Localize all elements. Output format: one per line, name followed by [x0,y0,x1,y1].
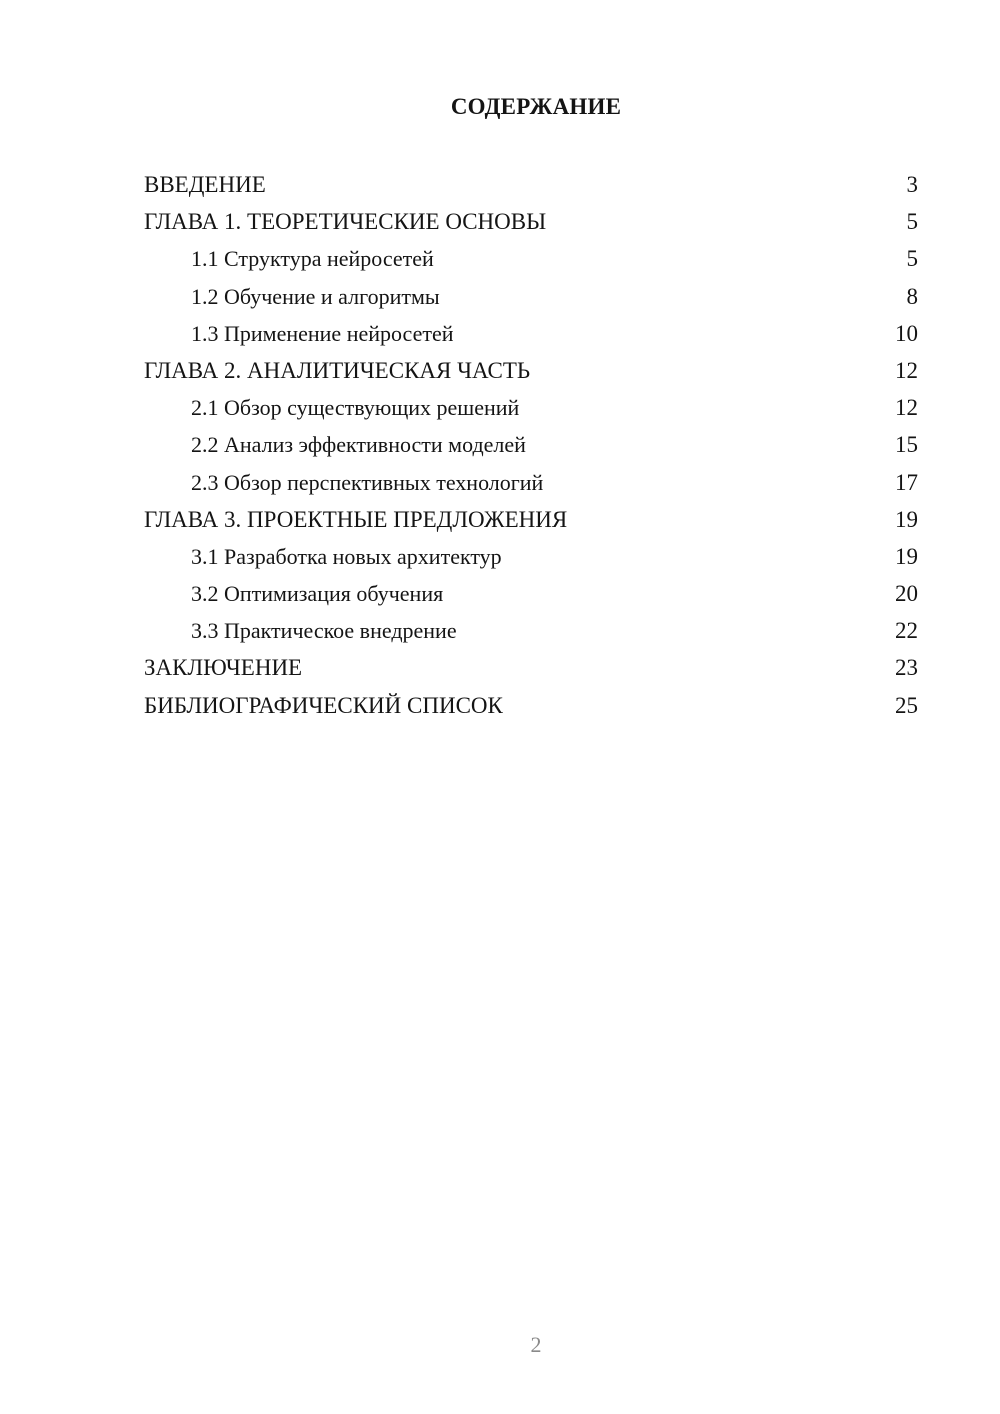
toc-entry-section-1-2[interactable] [144,278,918,315]
toc-entry-page: 5 [906,209,918,235]
toc-entry-page: 3 [906,172,918,197]
toc-entry-page: 19 [895,543,918,569]
toc-entry-page: 25 [895,692,918,718]
toc-entry-page: 12 [895,395,918,421]
toc-entry-label: ГЛАВА 3. ПРОЕКТНЫЕ ПРЕДЛОЖЕНИЯ [144,506,568,532]
toc-entry-label: 2.2 Анализ эффективности моделей [191,432,526,458]
toc-entry-page: 20 [895,581,918,607]
toc-entry-chapter-1[interactable] [144,203,918,240]
toc-entry-label: 2.1 Обзор существующих решений [191,395,520,421]
toc-entry-page: 5 [906,246,918,272]
toc-entry-page: 22 [895,618,918,644]
toc-entry-page: 17 [895,469,918,495]
toc-entry-section-3-3[interactable] [144,612,918,649]
toc-entry-label: 2.3 Обзор перспективных технологий [191,469,544,495]
page-number: 2 [530,1332,542,1357]
toc-entry-label: 3.3 Практическое внедрение [191,618,457,644]
toc-entry-conclusion[interactable] [144,649,918,686]
toc-entry-label: ЗАКЛЮЧЕНИЕ [144,655,303,681]
toc-entry-section-2-3[interactable] [144,464,918,501]
toc-entry-section-3-2[interactable] [144,575,918,612]
toc-entry-page: 15 [895,432,918,458]
toc-entry-section-2-1[interactable] [144,389,918,426]
toc-entry-label: 3.1 Разработка новых архитектур [191,543,502,569]
toc-entry-section-1-1[interactable] [144,240,918,277]
toc-entry-introduction[interactable] [144,166,918,203]
toc-entry-label: 3.2 Оптимизация обучения [191,581,444,607]
toc-entry-chapter-2[interactable] [144,352,918,389]
toc-entry-chapter-3[interactable] [144,501,918,538]
toc-entry-page: 23 [895,655,918,681]
toc-entry-page: 19 [895,506,918,532]
toc-entry-label: ГЛАВА 1. ТЕОРЕТИЧЕСКИЕ ОСНОВЫ [144,209,547,235]
toc-entry-page: 12 [895,357,918,383]
toc-entry-label: 1.1 Структура нейросетей [191,246,434,272]
toc-entry-section-1-3[interactable] [144,315,918,352]
toc-entry-bibliography[interactable] [144,687,918,724]
toc-entry-label: 1.2 Обучение и алгоритмы [191,283,440,309]
toc-entry-label: ВВЕДЕНИЕ [144,172,266,197]
toc-entry-label: 1.3 Применение нейросетей [191,320,454,346]
table-of-contents [144,166,918,724]
toc-entry-label: ГЛАВА 2. АНАЛИТИЧЕСКАЯ ЧАСТЬ [144,357,531,383]
page-title: СОДЕРЖАНИЕ [450,94,622,119]
toc-entry-page: 8 [906,283,918,309]
toc-entry-page: 10 [895,320,918,346]
toc-entry-section-2-2[interactable] [144,426,918,463]
toc-entry-section-3-1[interactable] [144,538,918,575]
toc-entry-label: БИБЛИОГРАФИЧЕСКИЙ СПИСОК [144,692,503,718]
